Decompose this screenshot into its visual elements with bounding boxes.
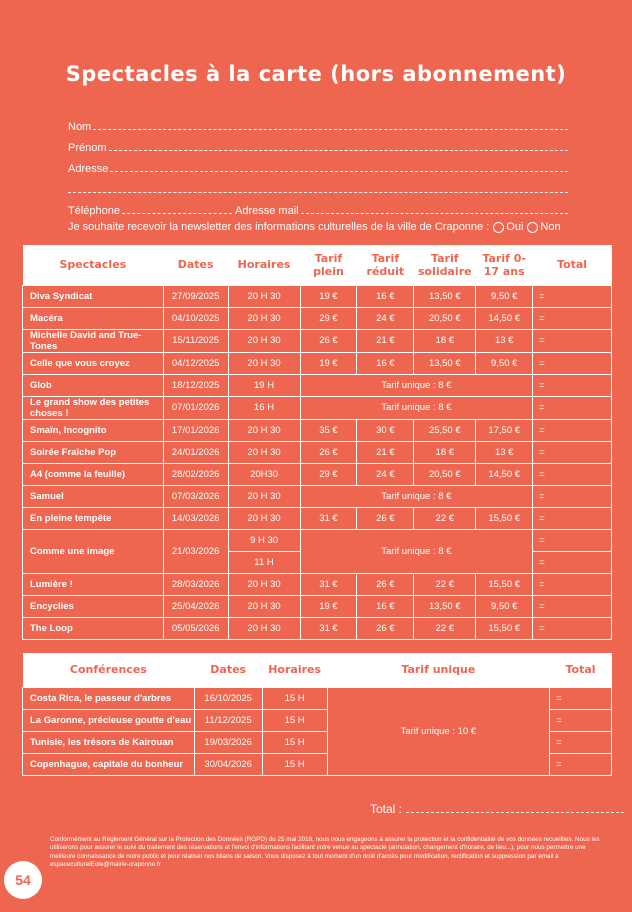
conference-name: La Garonne, précieuse goutte d'eau [23,709,195,731]
tarif-reduit: 26 € [357,573,414,595]
spectacle-name: Le grand show des petites choses ! [23,396,164,419]
spectacle-name: A4 (comme la feuille) [23,463,164,485]
tarif-jeune: 14,50 € [476,463,533,485]
spectacle-time: 20 H 30 [228,507,300,529]
tarif-solidaire: 18 € [414,329,476,352]
contact-form [68,112,568,237]
spectacle-row [23,374,612,396]
spectacle-row [23,329,612,352]
spectacle-row [23,573,612,595]
spectacle-date: 17/01/2026 [163,419,228,441]
tarif-unique: Tarif unique : 8 € [300,529,533,573]
tarif-jeune: 15,50 € [476,617,533,639]
tarif-unique: Tarif unique : 8 € [300,396,533,419]
total-field[interactable]: = [550,731,612,753]
spectacle-date: 15/11/2025 [163,329,228,352]
spectacle-date: 07/03/2026 [163,485,228,507]
newsletter-choice [68,217,568,237]
total-field[interactable]: = [533,507,612,529]
tarif-unique: Tarif unique : 8 € [300,374,533,396]
total-field[interactable]: = [550,709,612,731]
tarif-plein: 31 € [300,573,357,595]
tarif-jeune: 15,50 € [476,507,533,529]
tarif-reduit: 21 € [357,441,414,463]
spectacle-name: Encyclies [23,595,164,617]
tarif-plein: 29 € [300,307,357,329]
adresse-label: Adresse [68,163,109,175]
legal-notice: Conformément au Règlement Général sur la Protection des Données (RGPD) du 25 mai 2018, nous nous engageons à assurer la protection et la confidentialité de vos données recueillies. Nous les utiliserons pour assurer le suivi du traitement des réservations et l'envoi d'informations facilitant votre venue au spectacle (annulation, changement d'horaire, de lieu...), pour nous permettre une meilleure connaissance de notre public et pour réaliser nos bilans de saison. Vous disposez à tout moment d'un droit d'accès pour modification, rectification et suppression par email à espaceculturelEole@mairie-craponne.fr [50,836,600,869]
spectacle-date: 05/05/2026 [163,617,228,639]
spectacle-time: 20 H 30 [228,419,300,441]
spectacle-name: Samuel [23,485,164,507]
tarif-jeune: 9,50 € [476,352,533,374]
spectacle-time: 20 H 30 [228,329,300,352]
spectacle-time: 20 H 30 [228,595,300,617]
tarif-solidaire: 13,50 € [414,285,476,307]
spectacle-name: The Loop [23,617,164,639]
tarif-unique: Tarif unique : 8 € [300,485,533,507]
col-total: Total [533,245,612,285]
conference-name: Tunisie, les trésors de Kairouan [23,731,195,753]
adresse-field[interactable] [68,154,568,175]
tarif-plein: 35 € [300,419,357,441]
non-label: Non [540,221,561,233]
spectacle-row [23,441,612,463]
total-field[interactable]: = [533,396,612,419]
telephone-email-field[interactable] [68,196,568,217]
spectacle-time: 20 H 30 [228,573,300,595]
tarif-reduit: 24 € [357,307,414,329]
spectacle-row [23,617,612,639]
col-spectacles: Spectacles [23,245,164,285]
col-conf-total: Total [550,653,612,687]
tarif-reduit: 16 € [357,595,414,617]
conference-tarif-unique: Tarif unique : 10 € [327,687,549,775]
tarif-plein: 26 € [300,441,357,463]
tarif-reduit: 21 € [357,329,414,352]
conference-date: 19/03/2026 [194,731,262,753]
spectacle-name: Michelle David and True-Tones [23,329,164,352]
tarif-solidaire: 13,50 € [414,352,476,374]
spectacle-date: 21/03/2026 [163,529,228,573]
spectacle-date: 28/03/2026 [163,573,228,595]
tarif-plein: 26 € [300,329,357,352]
col-tarif-plein: Tarif plein [300,245,357,285]
spectacle-date: 28/02/2026 [163,463,228,485]
spectacle-time: 19 H [228,374,300,396]
conference-name: Costa Rica, le passeur d'arbres [23,687,195,709]
col-conf-dates: Dates [194,653,262,687]
spectacle-row [23,307,612,329]
col-conferences: Conférences [23,653,195,687]
grand-total-field[interactable] [370,802,624,816]
total-field[interactable]: = [550,687,612,709]
spectacle-time: 16 H [228,396,300,419]
tarif-reduit: 16 € [357,352,414,374]
spectacle-date: 07/01/2026 [163,396,228,419]
spectacles-header-row [23,245,612,285]
spectacle-row [23,485,612,507]
conference-date: 11/12/2025 [194,709,262,731]
total-label: Total : [370,802,403,816]
spectacle-name: Lumière ! [23,573,164,595]
tarif-plein: 31 € [300,507,357,529]
tarif-solidaire: 13,50 € [414,595,476,617]
page-title: Spectacles à la carte (hors abonnement) [65,62,567,86]
total-field[interactable]: = [533,595,612,617]
spectacle-row [23,396,612,419]
spectacle-date: 04/12/2025 [163,352,228,374]
spectacle-time: 9 H 30 [228,529,300,551]
spectacle-date: 14/03/2026 [163,507,228,529]
spectacle-time: 20 H 30 [228,307,300,329]
col-conf-horaires: Horaires [262,653,327,687]
tarif-reduit: 30 € [357,419,414,441]
col-tarif-reduit: Tarif réduit [357,245,414,285]
tarif-solidaire: 20,50 € [414,463,476,485]
nom-label: Nom [68,121,92,133]
conference-time: 15 H [262,687,327,709]
spectacle-row [23,463,612,485]
conference-date: 30/04/2026 [194,753,262,775]
total-field[interactable]: = [533,307,612,329]
tarif-jeune: 9,50 € [476,595,533,617]
page-number-badge: 54 [6,863,40,897]
tarif-reduit: 24 € [357,463,414,485]
tarif-reduit: 26 € [357,507,414,529]
oui-radio[interactable] [493,222,504,233]
tarif-plein: 19 € [300,285,357,307]
spectacle-time: 20 H 30 [228,617,300,639]
col-dates: Dates [163,245,228,285]
prenom-label: Prénom [68,142,107,154]
tarif-jeune: 14,50 € [476,307,533,329]
conference-time: 15 H [262,731,327,753]
spectacle-name: Celle que vous croyez [23,352,164,374]
tarif-solidaire: 25,50 € [414,419,476,441]
spectacle-date: 18/12/2025 [163,374,228,396]
spectacle-row [23,529,612,551]
spectacle-row [23,352,612,374]
conference-date: 16/10/2025 [194,687,262,709]
conference-time: 15 H [262,753,327,775]
tarif-jeune: 13 € [476,441,533,463]
spectacle-row [23,507,612,529]
col-conf-tarif: Tarif unique [327,653,549,687]
total-field[interactable]: = [550,753,612,775]
telephone-label: Téléphone [68,205,120,217]
conference-time: 15 H [262,709,327,731]
spectacle-time: 20 H 30 [228,485,300,507]
total-field[interactable]: = [533,463,612,485]
total-field[interactable]: = [533,485,612,507]
total-field[interactable]: = [533,285,612,307]
spectacle-time: 20 H 30 [228,352,300,374]
spectacle-time: 11 H [228,551,300,573]
spectacle-name: Diva Syndicat [23,285,164,307]
tarif-plein: 29 € [300,463,357,485]
tarif-plein: 19 € [300,595,357,617]
conferences-header-row [23,653,612,687]
nom-field[interactable] [68,112,568,133]
col-tarif-jeune: Tarif 0-17 ans [476,245,533,285]
tarif-solidaire: 22 € [414,573,476,595]
spectacle-name: En pleine tempête [23,507,164,529]
tarif-solidaire: 22 € [414,507,476,529]
tarif-plein: 19 € [300,352,357,374]
spectacle-name: Glob [23,374,164,396]
spectacle-row [23,285,612,307]
tarif-jeune: 13 € [476,329,533,352]
total-field[interactable]: = [533,419,612,441]
total-field[interactable]: = [533,352,612,374]
spectacles-table [22,245,612,640]
tarif-jeune: 15,50 € [476,573,533,595]
total-field[interactable]: = [533,551,612,573]
tarif-jeune: 9,50 € [476,285,533,307]
email-label: Adresse mail [235,205,299,217]
oui-label: Oui [506,221,524,233]
spectacle-name: Macéra [23,307,164,329]
adresse-field-line2[interactable] [68,175,568,196]
spectacle-name: Smaïn, Incognito [23,419,164,441]
col-tarif-solidaire: Tarif solidaire [414,245,476,285]
spectacle-time: 20H30 [228,463,300,485]
spectacle-time: 20 H 30 [228,285,300,307]
spectacle-row [23,419,612,441]
newsletter-label: Je souhaite recevoir la newsletter des informations culturelles de la ville de Craponne : [68,221,490,233]
spectacle-time: 20 H 30 [228,441,300,463]
tarif-solidaire: 18 € [414,441,476,463]
conferences-table [22,653,612,776]
spectacle-date: 04/10/2025 [163,307,228,329]
prenom-field[interactable] [68,133,568,154]
spectacle-date: 24/01/2026 [163,441,228,463]
tarif-reduit: 26 € [357,617,414,639]
spectacle-name: Comme une image [23,529,164,573]
total-field[interactable]: = [533,617,612,639]
tarif-jeune: 17,50 € [476,419,533,441]
tarif-plein: 31 € [300,617,357,639]
total-field[interactable]: = [533,529,612,551]
spectacle-date: 27/09/2025 [163,285,228,307]
total-field[interactable]: = [533,374,612,396]
conference-row [23,687,612,709]
tarif-solidaire: 20,50 € [414,307,476,329]
tarif-reduit: 16 € [357,285,414,307]
non-radio[interactable] [527,222,538,233]
spectacle-row [23,595,612,617]
total-field[interactable]: = [533,329,612,352]
total-field[interactable]: = [533,441,612,463]
conference-name: Copenhague, capitale du bonheur [23,753,195,775]
tarif-solidaire: 22 € [414,617,476,639]
spectacle-name: Soirée Fraîche Pop [23,441,164,463]
spectacle-date: 25/04/2026 [163,595,228,617]
total-field[interactable]: = [533,573,612,595]
col-horaires: Horaires [228,245,300,285]
